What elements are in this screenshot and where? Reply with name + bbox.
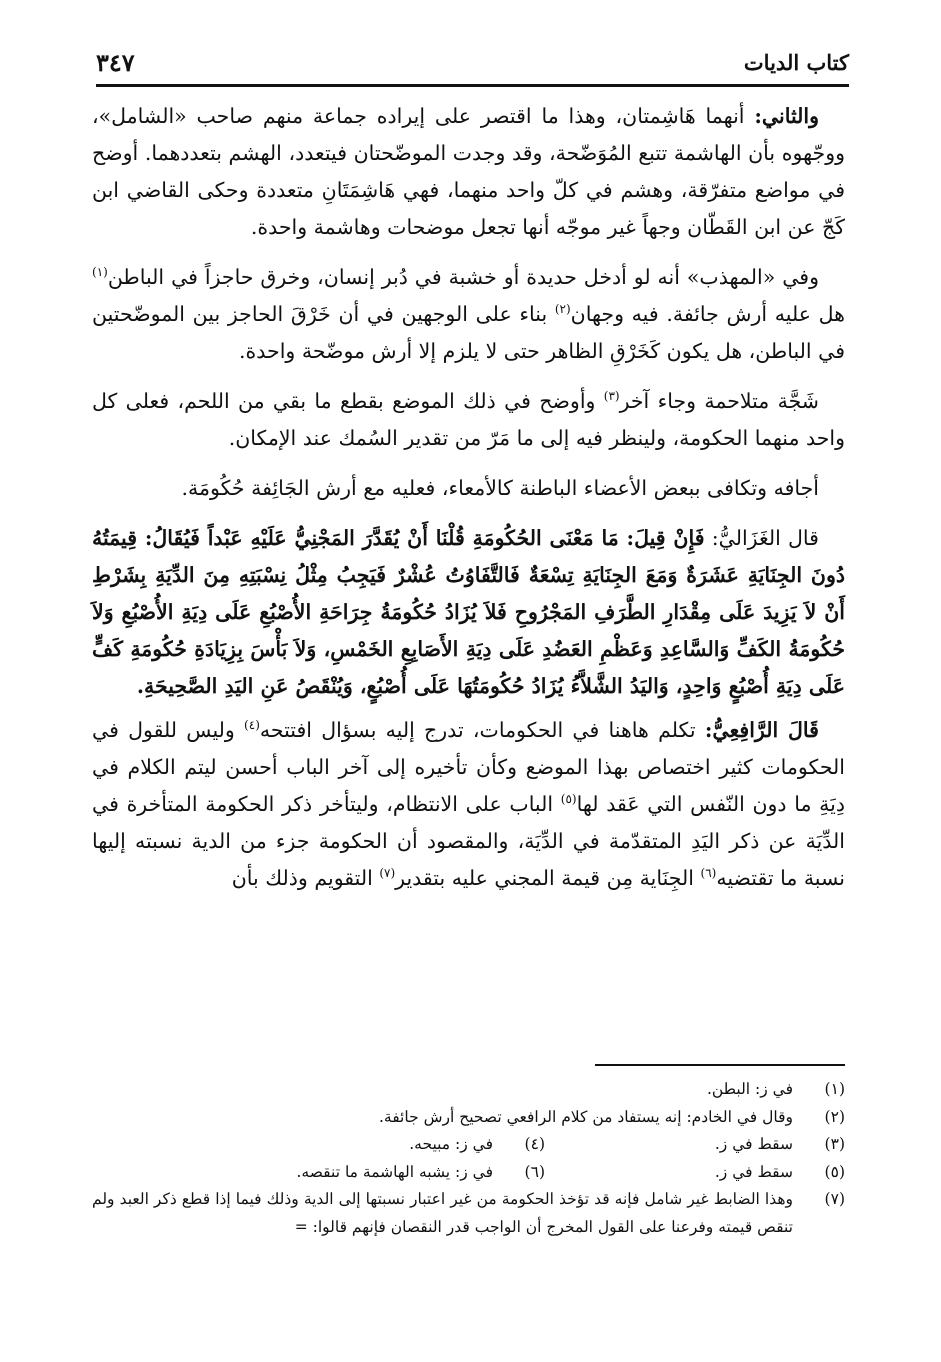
paragraph-text: أنهما هَاشِمتان، وهذا ما اقتصر على إيراده جماعة منهم صاحب «الشامل»، ووجّهوه بأن الهاشمة تتبع المُوَضّحة، وقد وجدت الموضّحتان فيتعدد، الهشم بتعددهما. أوضح في مواضع متفرّقة، وهشم في كلّ واحد منهما، فهي هَاشِمَتَانِ متعددة وحكى القاضي ابن كَجّ عن ابن القَطّان وجهاً غير موجّه أنها تجعل موضحات وهاشمة واحدة.: [92, 104, 845, 239]
footnote: [545, 1131, 845, 1159]
footnote-text: في ز: يشبه الهاشمة ما تنقصه.: [296, 1162, 493, 1181]
paragraph: [92, 259, 845, 370]
footnote-number: (٢): [824, 1107, 845, 1126]
footnote-number: (١): [824, 1080, 845, 1098]
book-title: كتاب الديات: [743, 49, 849, 75]
footnote-number: (٤): [524, 1135, 545, 1153]
quoted-text: فَإِنْ قِيلَ: مَا مَعْنَى الحُكُومَةِ قُلْنَا أَنْ يُقَدَّرَ المَجْنِيُّ عَلَيْهِ عَبْداً فَيُقَالُ: قِيمَتُهُ دُونَ الجِنَايَةِ عَشَرَةٌ وَمَعَ الجِنَايَةِ تِسْعَةٌ فَالتَّفَاوُتُ عُشْرٌ فَيَجِبُ مِثْلُ نِسْبَتِهِ مِنَ الدِّيَةِ بِشَرْطِ أَنْ لاَ يَزِيدَ عَلَى مِقْدَارِ الطَّرَفِ المَجْرُوحِ فَلاَ يُزَادُ حُكُومَةُ جِرَاحَةِ الأُصْبُعِ عَلَى دِيَةِ الأُصْبُعِ وَلاَ حُكُومَةُ الكَفِّ وَالسَّاعِدِ وَعَظْمِ العَضُدِ عَلَى دِيَةِ الأَصَابِعِ الخَمْسِ، وَلاَ بَأْسَ بِزِيَادَةِ حُكُومَةِ كَفٍّ عَلَى دِيَةِ أُصْبُعٍ وَاحِدٍ، وَاليَدُ الشَّلاَّءُ يُزَادُ حُكُومَتُهَا عَلَى أُصْبُعٍ، وَيُنْقَصُ عَنِ اليَدِ الصَّحِيحَةِ.: [92, 526, 845, 698]
paragraph-text: هل عليه أرش جائفة. فيه وجهان: [570, 302, 845, 326]
paragraph-text: تكلم هاهنا في الحكومات، تدرج إليه بسؤال افتتحه: [259, 718, 696, 742]
footnote-number: (٦): [524, 1162, 545, 1181]
paragraph-text: وفي «المهذب» أنه لو أدخل حديدة أو خشبة في دُبر إنسان، وخرق حاجزاً في الباطن: [107, 265, 819, 289]
footnote: [92, 1076, 845, 1104]
footnote: [92, 1104, 845, 1132]
footnote-text: وهذا الضابط غير شامل فإنه قد تؤخذ الحكومة من غير اعتبار نسبتها إلى الدية وذلك فيما إذا قطع ذكر العبد ولم تنقص قيمته وفرعنا على القول المخرج أن الواجب قدر النقصان فإنهم قالوا: =: [92, 1190, 793, 1236]
footnote-ref: (٣): [603, 389, 620, 404]
footnote-rule: [595, 1064, 845, 1066]
paragraph-lead: قال الغَزَاليُّ:: [711, 526, 819, 550]
footnote-number: (٥): [824, 1162, 845, 1181]
footnotes: [92, 1076, 845, 1241]
footnote: [297, 1159, 546, 1187]
footnote: [545, 1159, 845, 1187]
paragraph: [92, 470, 845, 507]
paragraph: [92, 520, 845, 705]
paragraph-text: وليس للقول في الحكومات كثير اختصاص بهذا الموضع وكأن تأخيره إلى آخر الباب أحسن ليتم الكلام في دِيَةِ ما دون النّفس التي عَقد لها: [92, 718, 845, 816]
paragraph-lead: قَالَ الرَّافِعِيُّ:: [704, 718, 819, 742]
paragraph-text: بناء على الوجهين في أن خَرْقَ الحاجز بين الموضّحتين في الباطن، هل يكون كَخَرْقِ الظاهر حتى لا يلزم إلا أرش موضّحة واحدة.: [92, 302, 845, 363]
page-number: ٣٤٧: [96, 47, 135, 77]
footnote-pair: [92, 1159, 845, 1187]
footnote: [92, 1186, 845, 1241]
footnote-text: سقط في ز.: [714, 1135, 793, 1153]
paragraph-lead: والثاني:: [754, 104, 819, 128]
footnote-text: في ز: البطن.: [706, 1080, 793, 1098]
paragraph-text: أجافه وتكافى ببعض الأعضاء الباطنة كالأمعاء، فعليه مع أرش الجَائِفة حُكُومَة.: [181, 476, 819, 500]
footnote-ref: (٥): [560, 792, 577, 807]
footnote-text: سقط في ز.: [714, 1162, 793, 1181]
paragraph-text: الباب على الانتظام، وليتأخر ذكر الحكومة المتأخرة في الدِّيَة عن ذكر اليَدِ المتقدّمة في الدِّيَة، والمقصود أن الحكومة جزء من الدية نسبته إليها نسبة ما تقتضيه: [92, 792, 845, 890]
footnote-number: (٧): [824, 1190, 845, 1208]
paragraph-text: التقويم وذلك بأن: [231, 866, 373, 890]
paragraph: [92, 712, 845, 897]
footnote-text: وقال في الخادم: إنه يستفاد من كلام الرافعي تصحيح أرش جائفة.: [378, 1107, 793, 1126]
footnote: [409, 1131, 545, 1159]
paragraph-text: الجِنَاية مِن قيمة المجني عليه بتقدير: [395, 866, 694, 890]
footnote-ref: (٧): [379, 866, 396, 881]
footnote-ref: (١): [92, 265, 108, 280]
paragraph-text: شَجَّة متلاحمة وجاء آخر: [619, 389, 819, 413]
running-head: [96, 40, 849, 87]
footnote-text: في ز: مبيحه.: [409, 1135, 493, 1153]
main-text: [92, 98, 845, 910]
footnote-ref: (٤): [244, 718, 260, 733]
paragraph-text: وأوضح في ذلك الموضع بقطع ما بقي من اللحم، فعلى كل واحد منهما الحكومة، ولينظر فيه إلى ما مَرّ من تقدير السُمك عند الإمكان.: [92, 389, 845, 450]
footnote-ref: (٢): [554, 302, 571, 317]
footnote-pair: [92, 1131, 845, 1159]
footnote-number: (٣): [824, 1135, 845, 1153]
paragraph: [92, 98, 845, 246]
footnote-ref: (٦): [700, 866, 717, 881]
paragraph: [92, 383, 845, 457]
